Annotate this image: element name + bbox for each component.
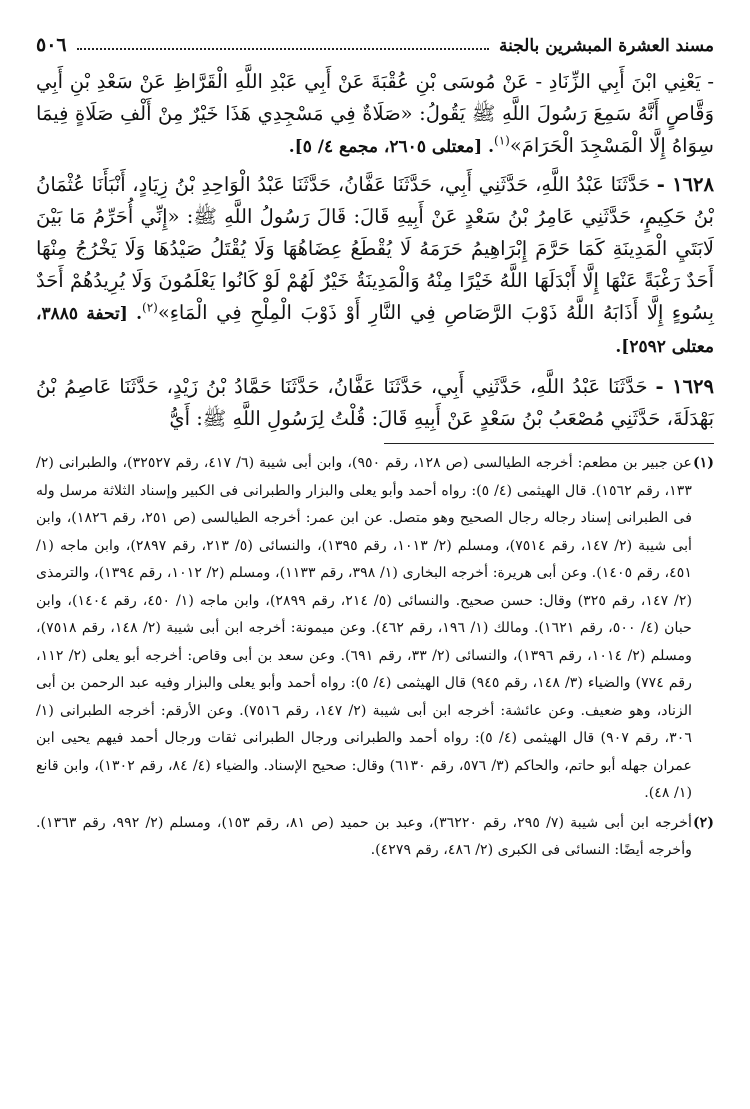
hadith-continuation [36,66,714,163]
hadith-body: - يَعْنِي ابْنَ أَبِي الزِّنَادِ - عَنْ مُوسَى بْنِ عُقْبَةَ عَنْ أَبِي عَبْدِ اللَّهِ الْقَرَّاظِ عَنْ سَعْدِ بْنِ أَبِي وَقَّاصٍ أَنَّهُ سَمِعَ رَسُولَ اللَّهِ ﷺ يَقُولُ: «صَلَاةٌ فِي مَسْجِدِي هَذَا خَيْرٌ مِنْ أَلْفِ صَلَاةٍ فِيمَا سِوَاهُ إِلَّا الْمَسْجِدَ الْحَرَامَ» [36,70,714,157]
footnote-marker: (٢) [142,300,158,315]
footnote-text: عن جبير بن مطعم: أخرجه الطيالسى (ص ١٢٨، رقم ٩٥٠)، وابن أبى شيبة (٦/ ٤١٧، رقم ٣٢٥٢٧)، والطبرانى (٢/ ١٣٣، رقم ١٥٦٢). قال الهيثمى (٤/ ٥): رواه أحمد وأبو يعلى والبزار والطبرانى فى الكبير وإسناد الثلاثة مرسل وله فى الطبرانى إسناد رجاله رجال الصحيح وهو متصل. عن ابن عمر: أخرجه الطيالسى (ص ٢٥١، رقم ١٨٢٦)، وابن أبى شيبة (٢/ ١٤٧، رقم ٧٥١٤)، ومسلم (٢/ ١٠١٣، رقم ١٣٩٥)، والنسائى (٥/ ٢١٣، رقم ٢٨٩٧)، وابن ماجه (١/ ٤٥١، رقم ١٤٠٥). وعن أبى هريرة: أخرجه البخارى (١/ ٣٩٨، رقم ١١٣٣)، ومسلم (٢/ ١٠١٢، رقم ١٣٩٤)، والترمذى (٢/ ١٤٧، رقم ٣٢٥) وقال: حسن صحيح. والنسائى (٥/ ٢١٤، رقم ٢٨٩٩)، وابن ماجه (١/ ٤٥٠، رقم ١٤٠٤)، وابن حبان (٤/ ٥٠٠، رقم ١٦٢١). ومالك (١/ ١٩٦، رقم ٤٦٢). وعن ميمونة: أخرجه ابن أبى شيبة (٢/ ١٤٨، رقم ٧٥١٨)، ومسلم (٢/ ١٠١٤، رقم ١٣٩٦)، والنسائى (٢/ ٣٣، رقم ٦٩١). وعن سعد بن أبى وقاص: أخرجه أبو يعلى (٢/ ١١٢، رقم ٧٧٤) والضياء (٣/ ١٤٨، رقم ٩٤٥) قال الهيثمى (٤/ ٥): رواه أحمد وأبو يعلى والبزار وفيه عبد الرحمن بن أبى الزناد، وهو ضعيف. وعن عائشة: أخرجه ابن أبى شيبة (٢/ ١٤٧، رقم ٧٥١٦). وعن الأرقم: أخرجه الطبرانى (١/ ٣٠٦، رقم ٩٠٧) قال الهيثمى (٤/ ٥): رواه أحمد والطبرانى ورجال الطبرانى ثقات ورجال أحمد فيهم يحيى ابن عمران جهله أبو حاتم، والحاكم (٣/ ٥٧٦، رقم ٦١٣٠) وقال: صحيح الإسناد. والضياء (٤/ ٨٤، رقم ١٣٠٢)، وابن قانع (١/ ٤٨). [36,455,693,801]
hadith-reference: . [معتلى ٢٦٠٥، مجمع ٤/ ٥]. [288,137,494,157]
header-title: مسند العشرة المبشرين بالجنة [498,36,714,56]
hadith-body: حَدَّثَنَا عَبْدُ اللَّهِ، حَدَّثَنِي أَبِي، حَدَّثَنَا عَفَّانُ، حَدَّثَنَا عَبْدُ الْوَاحِدِ بْنُ زِيَادٍ، أَنْبَأَنَا عُثْمَانُ بْنُ حَكِيمٍ، حَدَّثَنِي عَامِرُ بْنُ سَعْدٍ عَنْ أَبِيهِ قَالَ: قَالَ رَسُولُ اللَّهِ ﷺ: «إِنِّي أُحَرِّمُ مَا بَيْنَ لَابَتَيِ الْمَدِينَةِ كَمَا حَرَّمَ إِبْرَاهِيمُ حَرَمَهُ لَا يُقْطَعُ عِضَاهُهَا وَلَا يُقْتَلُ صَيْدُهَا وَلَا يَخْرُجُ مِنْهَا أَحَدٌ رَغْبَةً عَنْهَا إِلَّا أَبْدَلَهَا اللَّهُ خَيْرًا مِنْهُ وَالْمَدِينَةُ خَيْرٌ لَهُمْ لَوْ كَانُوا يَعْلَمُونَ وَلَا يُرِيدُهُمْ أَحَدٌ بِسُوءٍ إِلَّا أَذَابَهُ اللَّهُ ذَوْبَ الرَّصَاصِ فِي النَّارِ أَوْ ذَوْبَ الْمِلْحِ فِي الْمَاءِ» [36,173,715,324]
hadith-1629 [36,371,714,435]
footnote-number: (٢) [692,814,714,831]
running-header [36,22,714,56]
hadith-number: ١٦٢٩ - [655,375,714,398]
page-number: ٥٠٦ [36,34,67,56]
hadith-number: ١٦٢٨ - [656,173,714,196]
footnote-text: أخرجه ابن أبى شيبة (٧/ ٢٩٥، رقم ٣٦٢٢٠)، وعبد بن حميد (ص ٨١، رقم ١٥٣)، ومسلم (٢/ ٩٩٢، رقم ١٣٦٣). وأخرجه أيضًا: النسائى فى الكبرى (٢/ ٤٨٦، رقم ٤٢٧٩). [36,814,692,858]
hadith-1628 [36,169,714,363]
header-dotted-leader [77,47,489,50]
hadith-body: حَدَّثَنَا عَبْدُ اللَّهِ، حَدَّثَنِي أَبِي، حَدَّثَنَا عَفَّانُ، حَدَّثَنَا حَمَّادُ بْنُ زَيْدٍ، حَدَّثَنَا عَاصِمُ بْنُ بَهْدَلَةَ، حَدَّثَنِي مُصْعَبُ بْنُ سَعْدٍ عَنْ أَبِيهِ قَالَ: قُلْتُ لِرَسُولِ اللَّهِ ﷺ: أَيُّ [36,375,714,430]
footnotes [36,450,714,865]
hadith-reference: . [تحفة ٣٨٨٥، معتلى ٢٥٩٢]. [36,304,714,357]
footnote-number: (١) [692,455,714,471]
footnote-1 [36,450,714,808]
footnote-separator [384,443,714,444]
footnote-marker: (١) [494,133,510,148]
footnote-2 [36,810,714,865]
hadith-text [36,66,714,435]
